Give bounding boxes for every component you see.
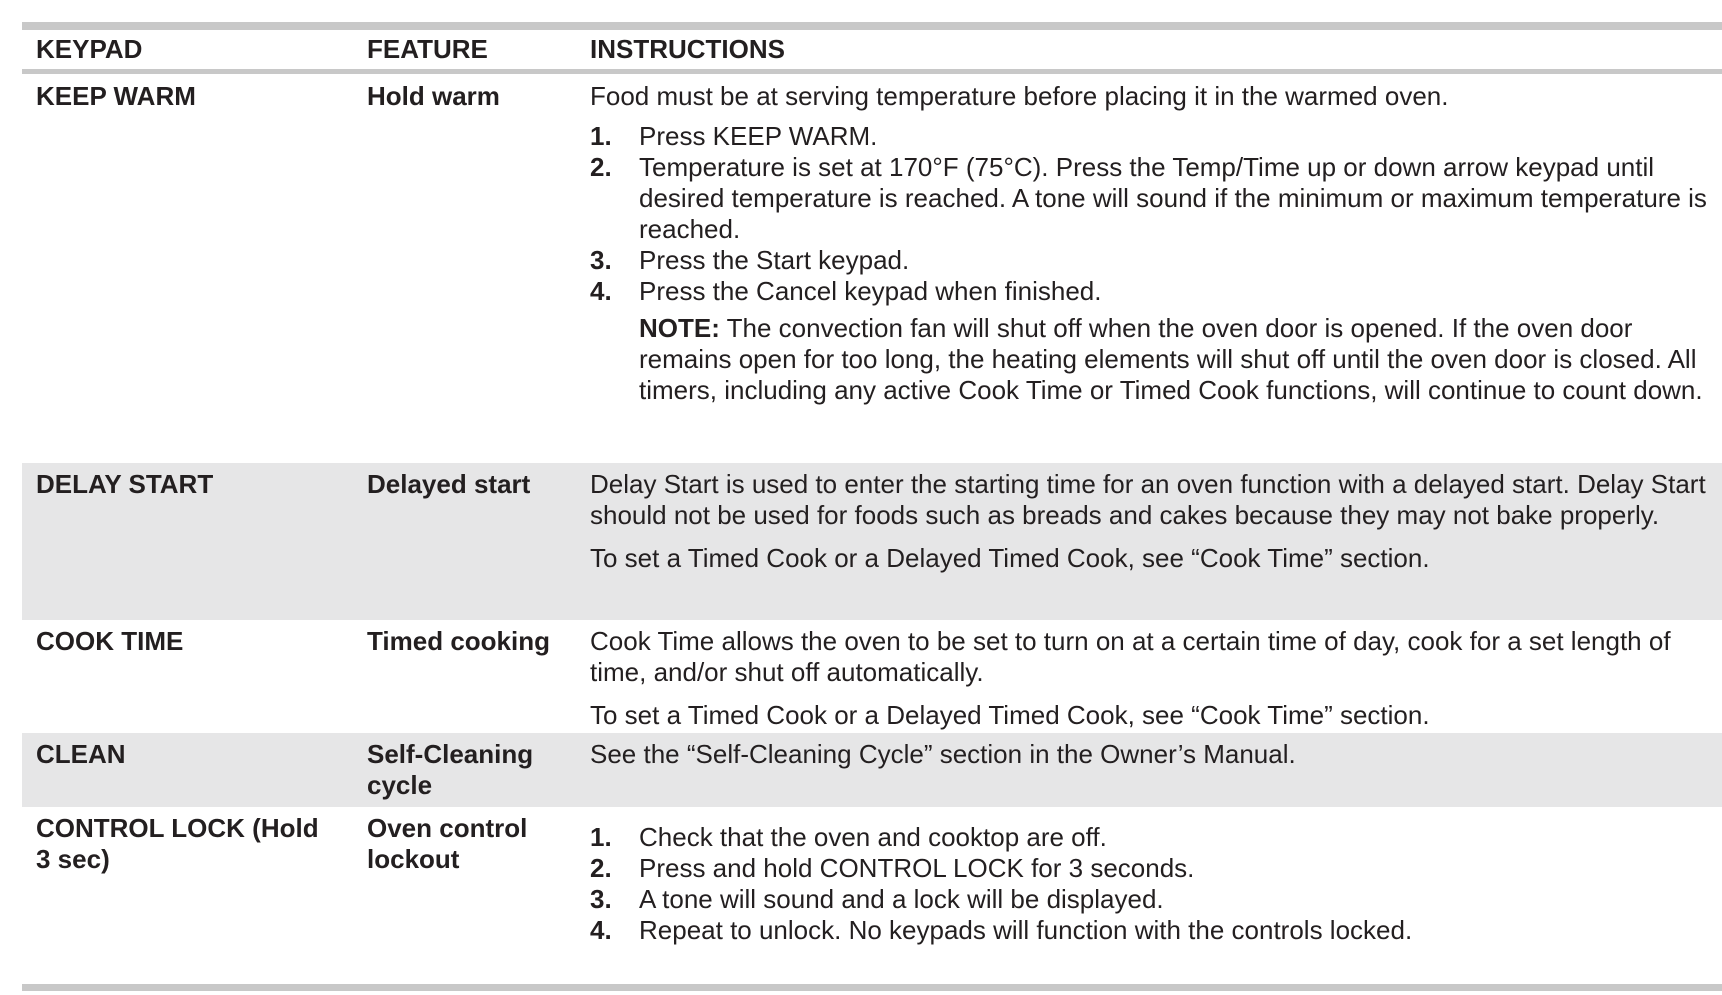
- keypad-name: CONTROL LOCK (Hold 3 sec): [36, 813, 319, 874]
- instruction-step: [590, 245, 1714, 276]
- table-row-control-lock: [22, 807, 1722, 957]
- feature-name: Timed cooking: [367, 626, 550, 656]
- instructions-cell: [590, 813, 1722, 957]
- table-top-rule: [22, 22, 1722, 30]
- feature-name: Oven control lockout: [367, 813, 528, 874]
- instruction-step: [590, 884, 1714, 915]
- step-number: 3.: [590, 245, 612, 275]
- step-number: 4.: [590, 276, 612, 306]
- feature-name: Self-Cleaning cycle: [367, 739, 534, 800]
- table-bottom-rule: [22, 984, 1722, 991]
- note-label: NOTE:: [639, 313, 720, 343]
- step-text: A tone will sound and a lock will be displayed.: [639, 884, 1164, 914]
- instruction-intro: Food must be at serving temperature before placing it in the warmed oven.: [590, 81, 1449, 111]
- table-row-clean: [22, 733, 1722, 807]
- table-header-row: [22, 30, 1722, 69]
- header-feature: FEATURE: [367, 34, 488, 64]
- keypad-name: DELAY START: [36, 469, 214, 499]
- instructions-cell: [590, 626, 1722, 733]
- instruction-paragraph: To set a Timed Cook or a Delayed Timed Cook, see “Cook Time” section.: [590, 700, 1430, 730]
- table-row-keep-warm: [22, 74, 1722, 463]
- instruction-step: [590, 853, 1714, 884]
- keypad-name: CLEAN: [36, 739, 126, 769]
- instructions-cell: [590, 469, 1722, 620]
- keypad-name: KEEP WARM: [36, 81, 196, 111]
- step-text: Check that the oven and cooktop are off.: [639, 822, 1107, 852]
- instruction-steps: [590, 822, 1714, 946]
- step-text: Press and hold CONTROL LOCK for 3 seconds.: [639, 853, 1195, 883]
- step-number: 2.: [590, 853, 612, 883]
- step-text: Press the Cancel keypad when finished.: [639, 276, 1102, 306]
- header-instructions: INSTRUCTIONS: [590, 34, 785, 64]
- step-text: Press the Start keypad.: [639, 245, 910, 275]
- instruction-paragraph: Cook Time allows the oven to be set to turn on at a certain time of day, cook for a set length of time, and/or shut off automatically.: [590, 626, 1671, 687]
- table-row-delay-start: [22, 463, 1722, 620]
- step-number: 3.: [590, 884, 612, 914]
- step-text: Temperature is set at 170°F (75°C). Press the Temp/Time up or down arrow keypad until desired temperature is reached. A tone will sound if the minimum or maximum temperature is reached.: [639, 152, 1707, 244]
- keypad-features-table: [22, 22, 1722, 957]
- instruction-paragraph: See the “Self-Cleaning Cycle” section in the Owner’s Manual.: [590, 739, 1296, 769]
- step-number: 2.: [590, 152, 612, 182]
- step-number: 1.: [590, 822, 612, 852]
- step-number: 1.: [590, 121, 612, 151]
- feature-name: Hold warm: [367, 81, 500, 111]
- keypad-name: COOK TIME: [36, 626, 184, 656]
- note-block: [639, 313, 1714, 406]
- feature-name: Delayed start: [367, 469, 531, 499]
- instruction-step: [590, 276, 1714, 307]
- step-text: Press KEEP WARM.: [639, 121, 878, 151]
- instructions-cell: [590, 81, 1722, 463]
- instruction-step: [590, 121, 1714, 152]
- instruction-steps: [590, 121, 1714, 307]
- instruction-paragraph: Delay Start is used to enter the starting time for an oven function with a delayed start. Delay Start should not be used for foods such as breads and cakes because they may not bake properly.: [590, 469, 1706, 530]
- instruction-paragraph: To set a Timed Cook or a Delayed Timed Cook, see “Cook Time” section.: [590, 543, 1430, 573]
- note-text: The convection fan will shut off when the oven door is opened. If the oven door remains open for too long, the heating elements will shut off until the oven door is closed. All timers, including any active Cook Time or Timed Cook functions, will continue to count down.: [639, 313, 1703, 405]
- step-text: Repeat to unlock. No keypads will function with the controls locked.: [639, 915, 1413, 945]
- instruction-step: [590, 915, 1714, 946]
- instruction-step: [590, 822, 1714, 853]
- header-keypad: KEYPAD: [36, 34, 143, 64]
- instruction-step: [590, 152, 1714, 245]
- table-row-cook-time: [22, 620, 1722, 733]
- step-number: 4.: [590, 915, 612, 945]
- instructions-cell: [590, 739, 1722, 807]
